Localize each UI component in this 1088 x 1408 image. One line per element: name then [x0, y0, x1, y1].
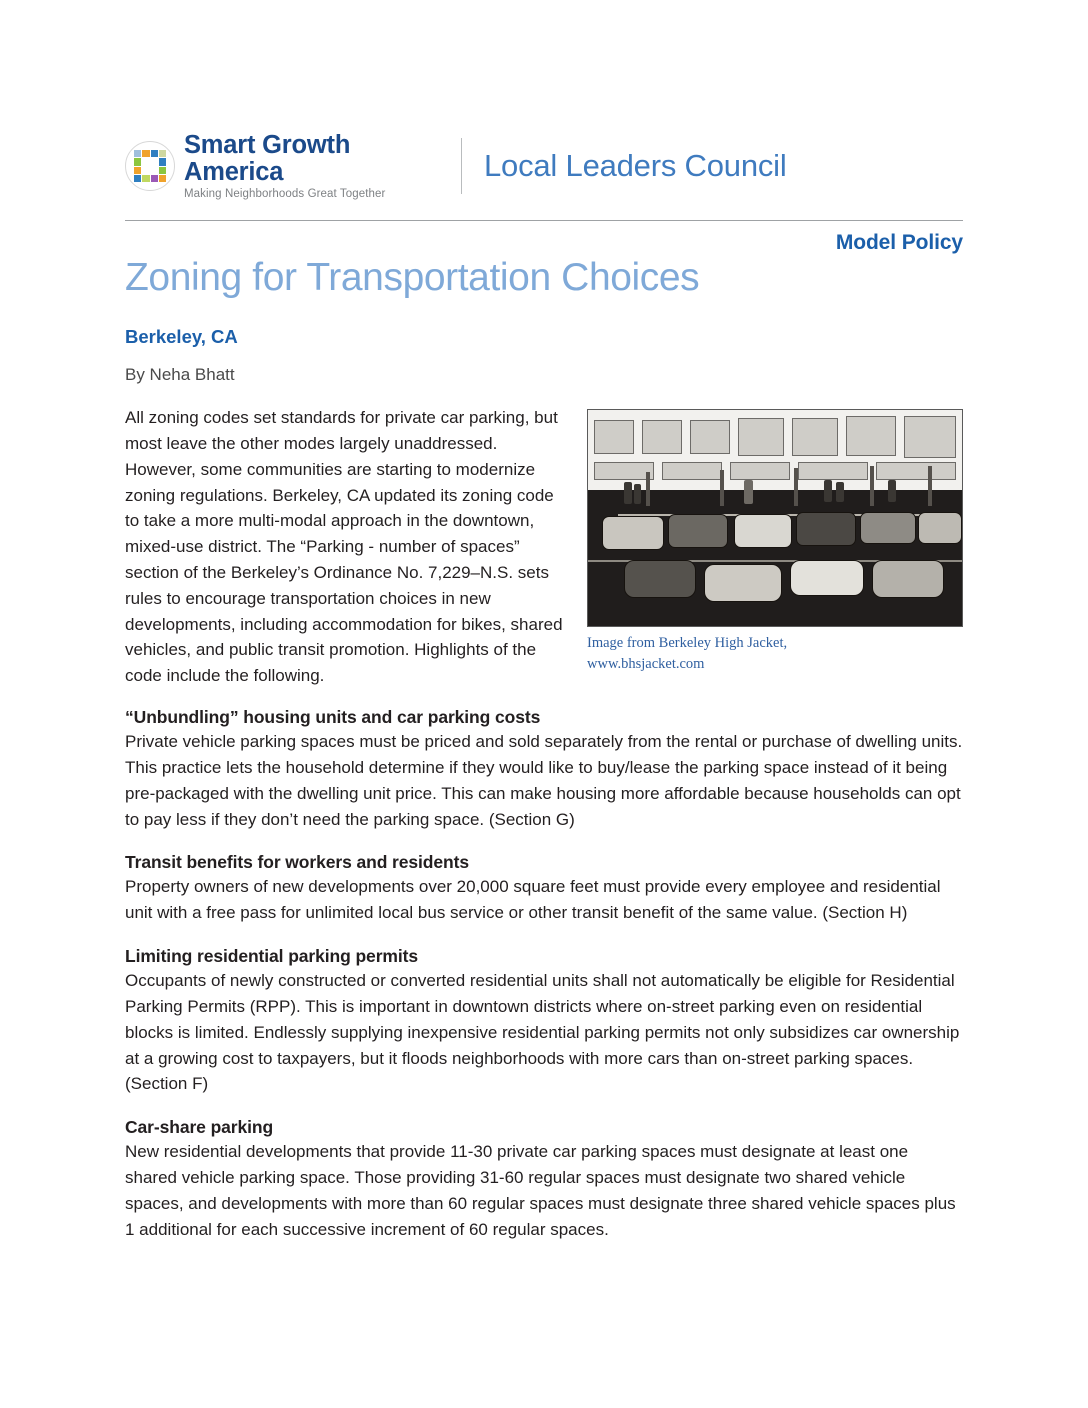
- intro-section: [125, 405, 963, 689]
- model-policy-label: Model Policy: [835, 231, 963, 254]
- figure-caption-line-2: www.bhsjacket.com: [587, 656, 705, 673]
- section-car-share-parking: [125, 1117, 963, 1242]
- intro-paragraph: All zoning codes set standards for private car parking, but most leave the other modes largely unaddressed. However, some communities are starting to modernize zoning regulations. Berkeley, CA updated its zoning code to take a more multi-modal approach in the downtown, mixed-use district. The “Parking - number of spaces” section of the Berkeley’s Ordinance No. 7,229–N.S. sets rules to encourage transportation choices in new developments, including accommodation for bikes, shared vehicles, and public transit promotion. Highlights of the code include the following.: [125, 408, 563, 686]
- page-header: [125, 0, 963, 204]
- section-unbundling: [125, 707, 963, 832]
- header-divider: [461, 138, 462, 194]
- byline: By Neha Bhatt: [125, 365, 235, 385]
- council-title: Local Leaders Council: [484, 148, 787, 183]
- figure: [587, 409, 963, 675]
- logo-tagline: Making Neighborhoods Great Together: [184, 187, 386, 200]
- section-residential-parking-permits: [125, 946, 963, 1097]
- section-heading: Limiting residential parking permits: [125, 946, 418, 967]
- section-transit-benefits: [125, 852, 963, 926]
- section-body: New residential developments that provide 11-30 private car parking spaces must designate at least one shared vehicle parking space. Those providing 31-60 regular spaces must designate two shared vehicle spaces, and developments with more than 60 regular spaces must designate three shared vehicle spaces plus 1 additional for each successive increment of 60 regular spaces.: [125, 1142, 956, 1239]
- figure-caption-line-1: Image from Berkeley High Jacket,: [587, 635, 788, 652]
- logo-mark-icon: [125, 141, 175, 191]
- section-body: Property owners of new developments over 20,000 square feet must provide every employee and residential unit with a free pass for unlimited local bus service or other transit benefit of the same value. (Section H): [125, 877, 941, 923]
- document-city: Berkeley, CA: [125, 326, 238, 348]
- section-heading: Transit benefits for workers and residents: [125, 852, 469, 873]
- street-parking-illustration: [587, 409, 963, 627]
- section-heading: “Unbundling” housing units and car parking costs: [125, 707, 541, 728]
- section-heading: Car-share parking: [125, 1117, 274, 1138]
- smart-growth-america-logo: [125, 132, 455, 200]
- section-body: Private vehicle parking spaces must be priced and sold separately from the rental or purchase of dwelling units. This practice lets the household determine if they would like to buy/lease the parking space instead of it being pre-packaged with the dwelling unit price. This can make housing more affordable because households can opt to pay less if they don’t need the parking space. (Section G): [125, 732, 963, 829]
- logo-title: Smart Growth America: [184, 131, 351, 186]
- figure-caption: [587, 633, 963, 675]
- page-title: Zoning for Transportation Choices: [125, 256, 700, 299]
- section-body: Occupants of newly constructed or converted residential units shall not automatically be eligible for Residential Parking Permits (RPP). This is important in downtown districts where on-street parking even on residential blocks is limited. Endlessly supplying inexpensive residential parking permits not only subsidizes car ownership at a growing cost to taxpayers, but it floods neighborhoods with more cars than on-street parking spaces. (Section F): [125, 971, 960, 1094]
- header-rule: [125, 220, 963, 221]
